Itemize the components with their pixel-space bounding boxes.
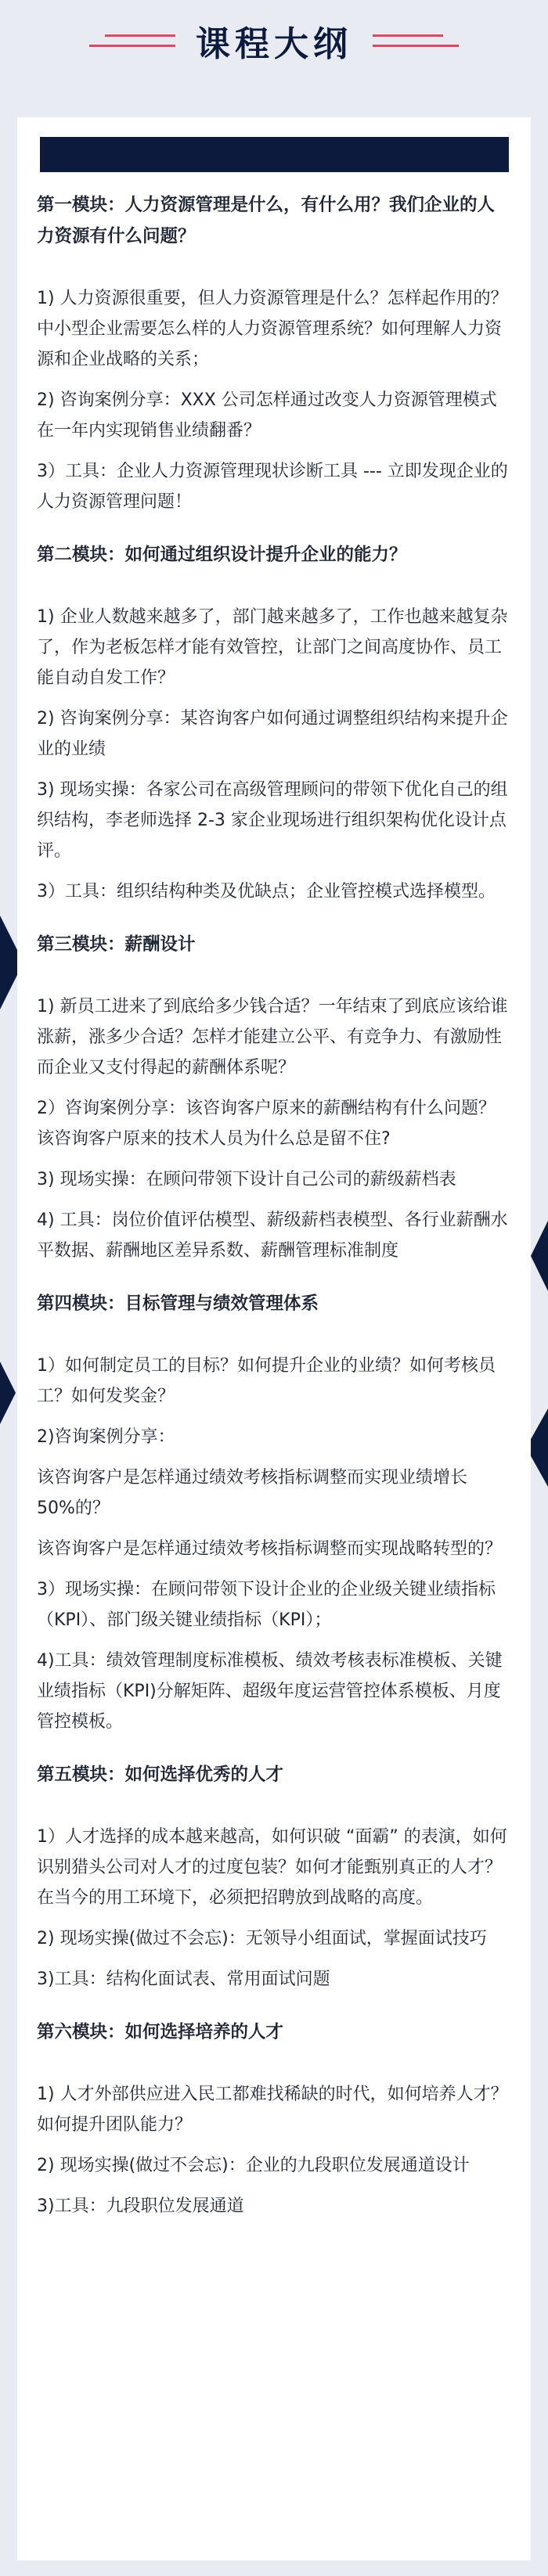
module-item: 3) 现场实操：在顾问带领下设计自己公司的薪级薪档表 xyxy=(37,1170,456,1189)
module-item: 1) 新员工进来了到底给多少钱合适？一年结束了到底应该给谁涨薪，涨多少合适？怎样才能建立公平、有竞争力、有激励性而企业又支付得起的薪酬体系呢？ xyxy=(37,997,508,1078)
decorative-triangle xyxy=(531,1221,548,1291)
module-item: 1) 人力资源很重要，但人力资源管理是什么？怎样起作用的？中小型企业需要怎么样的人力资源管理系统？如何理解人力资源和企业战略的关系； xyxy=(37,289,508,369)
page-title: 课程大纲 xyxy=(196,24,352,64)
module-item: 2) 现场实操(做过不会忘)：无领导小组面试，掌握面试技巧 xyxy=(37,1929,487,1948)
outline-content xyxy=(37,189,510,2222)
module-item: 该咨询客户是怎样通过绩效考核指标调整而实现业绩增长 50%的？ xyxy=(37,1468,468,1518)
module-item: 1）人才选择的成本越来越高，如何识破 “面霸” 的表演，如何识别猎头公司对人才的过度包装？如何才能甄别真正的人才？在当今的用工环境下，必须把招聘放到战略的高度。 xyxy=(37,1827,507,1908)
module-item: 1) 人才外部供应进入民工都难找稀缺的时代，如何培养人才？如何提升团队能力？ xyxy=(37,2085,508,2135)
title-decoration-right xyxy=(373,34,459,47)
module-item: 1）如何制定员工的目标？如何提升企业的业绩？如何考核员工？如何发奖金？ xyxy=(37,1356,496,1406)
decorative-triangle xyxy=(0,1362,16,1424)
module-item: 1) 企业人数越来越多了，部门越来越多了，工作也越来越复杂了，作为老板怎样才能有效管控，让部门之间高度协作、员工能自动自发工作？ xyxy=(37,607,508,688)
module-item: 2)咨询案例分享： xyxy=(37,1427,175,1447)
module-item: 2) 咨询案例分享：某咨询客户如何通过调整组织结构来提升企业的业绩 xyxy=(37,709,508,759)
module-item: 4)工具：绩效管理制度标准模板、绩效考核表标准模板、关键业绩指标（KPI)分解矩阵、超级年度运营管控体系模板、月度管控模板。 xyxy=(37,1651,503,1732)
module-title: 第五模块：如何选择优秀的人才 xyxy=(37,1765,284,1785)
module-title: 第三模块：薪酬设计 xyxy=(37,934,196,955)
module-item: 2) 现场实操(做过不会忘)：企业的九段职位发展通道设计 xyxy=(37,2156,470,2175)
module-title: 第二模块：如何通过组织设计提升企业的能力？ xyxy=(37,545,407,565)
title-decoration-left xyxy=(89,34,175,47)
module-title: 第四模块：目标管理与绩效管理体系 xyxy=(37,1293,319,1314)
module-item: 2）咨询案例分享：该咨询客户原来的薪酬结构有什么问题？该咨询客户原来的技术人员为什么总是留不住? xyxy=(37,1099,496,1149)
module-title: 第一模块：人力资源管理是什么，有什么用？我们企业的人力资源有什么问题？ xyxy=(37,195,496,246)
module-item: 3) 现场实操：各家公司在高级管理顾问的带领下优化自己的组织结构，李老师选择 2-3 家企业现场进行组织架构优化设计点评。 xyxy=(37,780,508,861)
module-item: 3）现场实操：在顾问带领下设计企业的企业级关键业绩指标（KPI）、部门级关键业绩指标（KPI）； xyxy=(37,1580,496,1630)
module-item: 3）工具：企业人力资源管理现状诊断工具 --- 立即发现企业的人力资源管理问题！ xyxy=(37,462,508,512)
module-item: 3）工具：组织结构种类及优缺点；企业管控模式选择模型。 xyxy=(37,882,496,901)
header-banner xyxy=(40,137,509,172)
module-item: 3)工具：结构化面试表、常用面试问题 xyxy=(37,1970,330,1989)
module-item: 2) 咨询案例分享：XXX 公司怎样通过改变人力资源管理模式在一年内实现销售业绩翻番？ xyxy=(37,390,497,441)
page-header xyxy=(0,0,548,81)
module-item: 该咨询客户是怎样通过绩效考核指标调整而实现战略转型的？ xyxy=(37,1539,503,1559)
outline-card xyxy=(17,117,531,2560)
module-title: 第六模块：如何选择培养的人才 xyxy=(37,2022,284,2042)
module-item: 4) 工具：岗位价值评估模型、薪级薪档表模型、各行业薪酬水平数据、薪酬地区差异系数、薪酬管理标准制度 xyxy=(37,1211,508,1261)
module-item: 3)工具：九段职位发展通道 xyxy=(37,2196,244,2216)
